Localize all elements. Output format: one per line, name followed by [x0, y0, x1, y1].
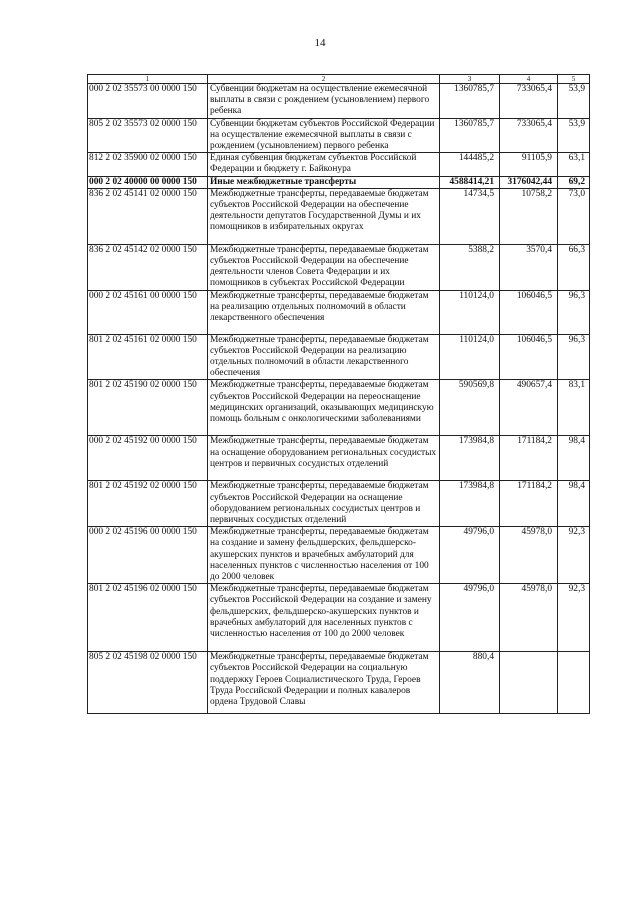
planned-amount-cell: 14734,5: [440, 188, 500, 244]
description-cell: Межбюджетные трансферты, передаваемые бюджетам субъектов Российской Федерации на переоснащение медицинских организаций, оказывающих медицинскую помощь больным с онкологическими заболеваниями: [208, 380, 440, 436]
description-cell: Межбюджетные трансферты, передаваемые бюджетам субъектов Российской Федерации на обеспечение деятельности депутатов Государственной Думы и их помощников в избирательных округах: [208, 188, 440, 244]
percent-cell: 92,3: [558, 584, 590, 652]
code-cell: 836 2 02 45142 02 0000 150: [88, 244, 208, 290]
header-row: [88, 75, 590, 84]
percent-cell: 96,3: [558, 334, 590, 380]
percent-cell: 98,4: [558, 436, 590, 481]
percent-cell: 63,1: [558, 153, 590, 176]
code-cell: 000 2 02 45161 00 0000 150: [88, 290, 208, 334]
code-cell: 000 2 02 35573 00 0000 150: [88, 84, 208, 119]
header-cell-5: 5: [558, 75, 590, 84]
executed-amount-cell: 91105,9: [500, 153, 558, 176]
percent-cell: 69,2: [558, 176, 590, 188]
executed-amount-cell: 733065,4: [500, 84, 558, 119]
table-row: [88, 436, 590, 481]
executed-amount-cell: 3570,4: [500, 244, 558, 290]
planned-amount-cell: 880,4: [440, 652, 500, 714]
description-cell: Субвенции бюджетам на осуществление ежемесячной выплаты в связи с рождением (усыновлением) первого ребенка: [208, 84, 440, 119]
executed-amount-cell: 106046,5: [500, 334, 558, 380]
code-cell: 000 2 02 45196 00 0000 150: [88, 527, 208, 584]
code-cell: 801 2 02 45196 02 0000 150: [88, 584, 208, 652]
executed-amount-cell: 733065,4: [500, 118, 558, 153]
percent-cell: 73,0: [558, 188, 590, 244]
planned-amount-cell: 173984,8: [440, 481, 500, 527]
planned-amount-cell: 590569,8: [440, 380, 500, 436]
planned-amount-cell: 110124,0: [440, 290, 500, 334]
executed-amount-cell: 45978,0: [500, 527, 558, 584]
table-row: [88, 118, 590, 153]
page-number: 14: [314, 37, 326, 49]
description-cell: Межбюджетные трансферты, передаваемые бюджетам субъектов Российской Федерации на оснащение оборудованием региональных сосудистых центров и первичных сосудистых отделений: [208, 481, 440, 527]
percent-cell: 98,4: [558, 481, 590, 527]
code-cell: 000 2 02 40000 00 0000 150: [88, 176, 208, 188]
planned-amount-cell: 1360785,7: [440, 84, 500, 119]
code-cell: 000 2 02 45192 00 0000 150: [88, 436, 208, 481]
description-cell: Межбюджетные трансферты, передаваемые бюджетам субъектов Российской Федерации на обеспечение деятельности членов Совета Федерации и их помощников в субъектах Российской Федерации: [208, 244, 440, 290]
description-cell: Межбюджетные трансферты, передаваемые бюджетам на создание и замену фельдшерских, фельдшерско-акушерских пунктов и врачебных амбулаторий для населенных пунктов с численностью населения от 100 до 2000 человек: [208, 527, 440, 584]
table-row: [88, 527, 590, 584]
planned-amount-cell: 144485,2: [440, 153, 500, 176]
planned-amount-cell: 49796,0: [440, 527, 500, 584]
table-row: [88, 481, 590, 527]
description-cell: Межбюджетные трансферты, передаваемые бюджетам субъектов Российской Федерации на создание и замену фельдшерских, фельдшерско-акушерских пунктов и врачебных амбулаторий для населенных пунктов с численностью населения от 100 до 2000 человек: [208, 584, 440, 652]
planned-amount-cell: 173984,8: [440, 436, 500, 481]
code-cell: 805 2 02 45198 02 0000 150: [88, 652, 208, 714]
percent-cell: 96,3: [558, 290, 590, 334]
planned-amount-cell: 49796,0: [440, 584, 500, 652]
table-row: [88, 290, 590, 334]
percent-cell: 83,1: [558, 380, 590, 436]
table-body: [88, 75, 590, 714]
code-cell: 801 2 02 45161 02 0000 150: [88, 334, 208, 380]
executed-amount-cell: [500, 652, 558, 714]
description-cell: Межбюджетные трансферты, передаваемые бюджетам субъектов Российской Федерации на реализацию отдельных полномочий в области лекарственного обеспечения: [208, 334, 440, 380]
table-row: [88, 334, 590, 380]
table-row: [88, 584, 590, 652]
code-cell: 812 2 02 35900 02 0000 150: [88, 153, 208, 176]
planned-amount-cell: 110124,0: [440, 334, 500, 380]
percent-cell: 53,9: [558, 84, 590, 119]
planned-amount-cell: 5388,2: [440, 244, 500, 290]
budget-table: [87, 74, 590, 714]
executed-amount-cell: 171184,2: [500, 481, 558, 527]
percent-cell: 66,3: [558, 244, 590, 290]
description-cell: Субвенции бюджетам субъектов Российской Федерации на осуществление ежемесячной выплаты в связи с рождением (усыновлением) первого ребенка: [208, 118, 440, 153]
table-row: [88, 380, 590, 436]
executed-amount-cell: 10758,2: [500, 188, 558, 244]
planned-amount-cell: 1360785,7: [440, 118, 500, 153]
percent-cell: 53,9: [558, 118, 590, 153]
table-row: [88, 153, 590, 176]
description-cell: Межбюджетные трансферты, передаваемые бюджетам на оснащение оборудованием региональных сосудистых центров и первичных сосудистых отделений: [208, 436, 440, 481]
header-cell-4: 4: [500, 75, 558, 84]
description-cell: Межбюджетные трансферты, передаваемые бюджетам на реализацию отдельных полномочий в области лекарственного обеспечения: [208, 290, 440, 334]
percent-cell: 92,3: [558, 527, 590, 584]
executed-amount-cell: 106046,5: [500, 290, 558, 334]
description-cell: Межбюджетные трансферты, передаваемые бюджетам субъектов Российской Федерации на социальную поддержку Героев Социалистического Труда, Героев Труда Российской Федерации и полных кавалеров ордена Трудовой Славы: [208, 652, 440, 714]
code-cell: 801 2 02 45192 02 0000 150: [88, 481, 208, 527]
executed-amount-cell: 3176042,44: [500, 176, 558, 188]
header-cell-2: 2: [208, 75, 440, 84]
executed-amount-cell: 45978,0: [500, 584, 558, 652]
table-row: [88, 244, 590, 290]
executed-amount-cell: 490657,4: [500, 380, 558, 436]
table-row: [88, 84, 590, 119]
header-cell-3: 3: [440, 75, 500, 84]
executed-amount-cell: 171184,2: [500, 436, 558, 481]
code-cell: 836 2 02 45141 02 0000 150: [88, 188, 208, 244]
description-cell: Иные межбюджетные трансферты: [208, 176, 440, 188]
table-row: [88, 188, 590, 244]
code-cell: 801 2 02 45190 02 0000 150: [88, 380, 208, 436]
code-cell: 805 2 02 35573 02 0000 150: [88, 118, 208, 153]
description-cell: Единая субвенция бюджетам субъектов Российской Федерации и бюджету г. Байконура: [208, 153, 440, 176]
header-cell-1: 1: [88, 75, 208, 84]
table-row: [88, 652, 590, 714]
table-row: [88, 176, 590, 188]
percent-cell: [558, 652, 590, 714]
planned-amount-cell: 4588414,21: [440, 176, 500, 188]
